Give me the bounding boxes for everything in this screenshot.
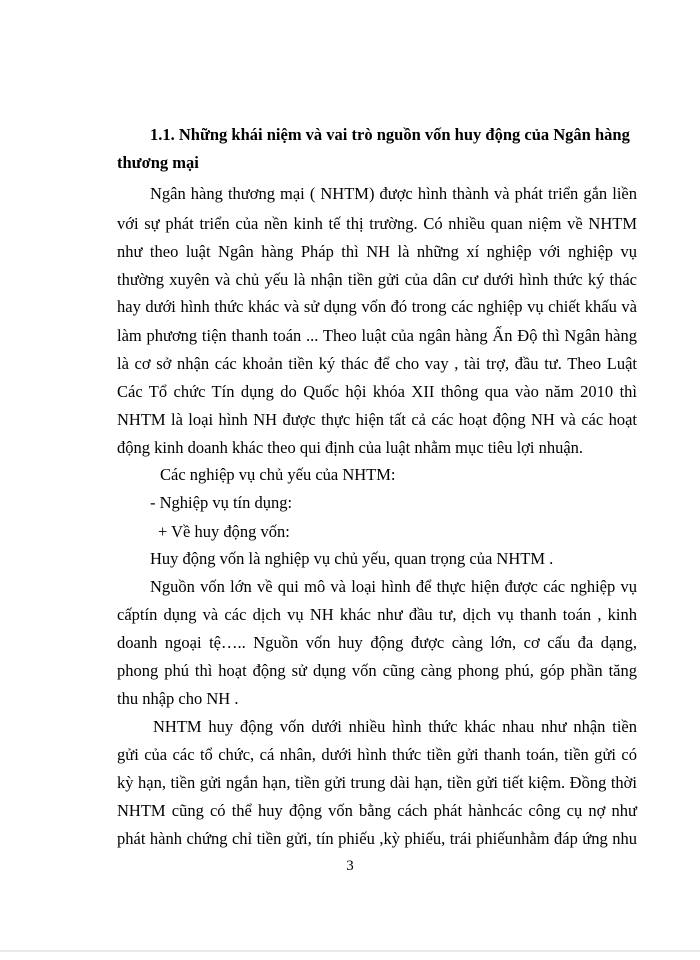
paragraph-4-line: gửi của các tổ chức, cá nhân, dưới hình thức tiền gửi thanh toán, tiền gửi có bbox=[117, 745, 637, 764]
paragraph-3-line: thu nhập cho NH . bbox=[117, 689, 239, 708]
paragraph-1-line: NHTM là loại hình NH được thực hiện tất cả các hoạt động NH và các hoạt bbox=[117, 410, 637, 429]
page-number: 3 bbox=[346, 858, 354, 874]
section-heading-line-1: 1.1. Những khái niệm và vai trò nguồn vốn huy động của Ngân hàng bbox=[150, 125, 630, 144]
paragraph-4-line: kỳ hạn, tiền gửi ngắn hạn, tiền gửi trung dài hạn, tiền gửi tiết kiệm. Đồng thời bbox=[117, 773, 637, 792]
list-item: - Nghiệp vụ tín dụng: bbox=[150, 493, 293, 512]
page-bottom-edge bbox=[0, 950, 700, 952]
paragraph-1-line: hay dưới hình thức khác và sử dụng vốn đó trong các nghiệp vụ chiết khấu và bbox=[117, 297, 637, 316]
paragraph-3-line: cấptín dụng và các dịch vụ NH khác như đầu tư, dịch vụ thanh toán , kinh bbox=[117, 605, 637, 624]
paragraph-1-line: với sự phát triển của nền kinh tế thị trường. Có nhiều quan niệm về NHTM bbox=[117, 214, 637, 233]
paragraph-1-line: Ngân hàng thương mại ( NHTM) được hình thành và phát triển gắn liền bbox=[150, 184, 637, 203]
section-heading-line-2: thương mại bbox=[117, 153, 199, 172]
paragraph-3-line: phong phú thì hoạt động sử dụng vốn cũng càng phong phú, góp phần tăng bbox=[117, 661, 637, 680]
paragraph-4-line: NHTM cũng có thể huy động vốn bằng cách phát hànhcác công cụ nợ như bbox=[117, 801, 637, 820]
list-subitem: + Về huy động vốn: bbox=[158, 522, 290, 541]
paragraph-1-line: như theo luật Ngân hàng Pháp thì NH là những xí nghiệp với nghiệp vụ bbox=[117, 242, 637, 261]
paragraph-1-line: Các Tổ chức Tín dụng do Quốc hội khóa XII thông qua vào năm 2010 thì bbox=[117, 382, 637, 401]
paragraph-1-line: là cơ sở nhận các khoản tiền ký thác để cho vay , tài trợ, đầu tư. Theo Luật bbox=[117, 354, 637, 373]
paragraph-4-line: phát hành chứng chỉ tiền gửi, tín phiếu ,kỳ phiếu, trái phiếunhằm đáp ứng nhu bbox=[117, 829, 637, 848]
list-intro: Các nghiệp vụ chủ yếu của NHTM: bbox=[160, 465, 396, 484]
paragraph-4-line: NHTM huy động vốn dưới nhiều hình thức khác nhau như nhận tiền bbox=[153, 717, 637, 736]
paragraph-3-line: Nguồn vốn lớn về qui mô và loại hình để thực hiện được các nghiệp vụ bbox=[150, 577, 637, 596]
paragraph-3-line: doanh ngoại tệ….. Nguồn vốn huy động được càng lớn, cơ cấu đa dạng, bbox=[117, 633, 637, 652]
paragraph-1-line: động kinh doanh khác theo qui định của luật nhằm mục tiêu lợi nhuận. bbox=[117, 438, 584, 457]
paragraph-1-line: thường xuyên và chủ yếu là nhận tiền gửi của dân cư dưới hình thức ký thác bbox=[117, 270, 637, 289]
paragraph-1-line: làm phương tiện thanh toán ... Theo luật của ngân hàng Ấn Độ thì Ngân hàng bbox=[117, 326, 637, 345]
paragraph-2: Huy động vốn là nghiệp vụ chủ yếu, quan trọng của NHTM . bbox=[150, 549, 554, 568]
